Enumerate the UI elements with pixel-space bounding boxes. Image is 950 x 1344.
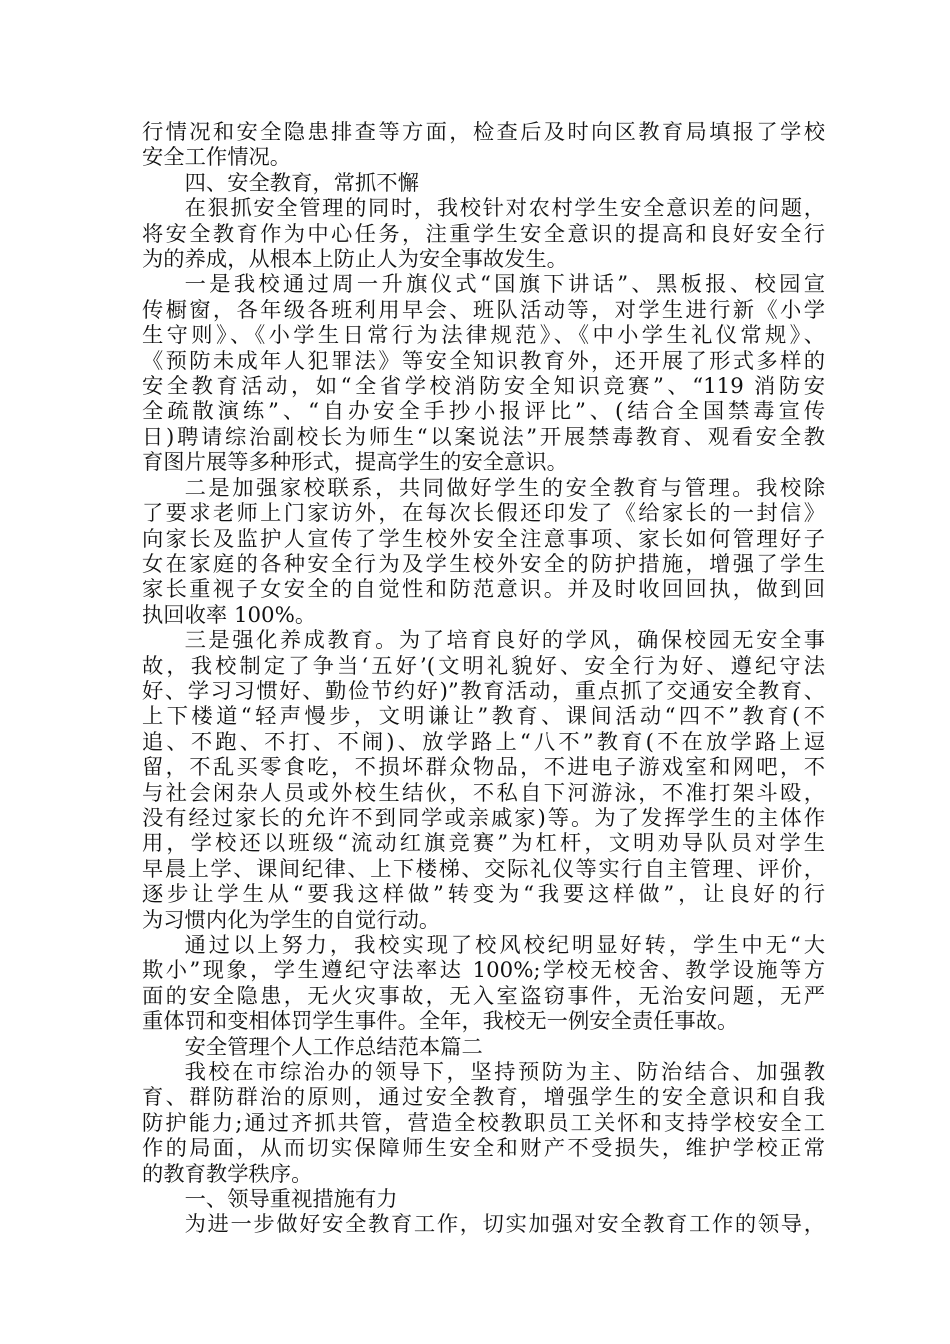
- text-line: 故，我校制定了争当‘五好’(文明礼貌好、安全行为好、遵纪守法: [142, 653, 825, 679]
- text-line: 在狠抓安全管理的同时，我校针对农村学生安全意识差的问题，: [184, 196, 825, 222]
- text-line: 安全管理个人工作总结范本篇二: [184, 1034, 483, 1060]
- text-line: 面的安全隐患，无火灾事故，无入室盗窃事件，无治安问题，无严: [142, 983, 825, 1009]
- document-body: [142, 120, 825, 1238]
- text-line: 执回收率 100%。: [142, 602, 317, 628]
- text-line: 通过以上努力，我校实现了校风校纪明显好转，学生中无“大: [184, 933, 825, 958]
- paragraph: [142, 1060, 825, 1187]
- text-line: 为习惯内化为学生的自觉行动。: [142, 907, 441, 933]
- text-line: 为进一步做好安全教育工作，切实加强对安全教育工作的领导，: [184, 1212, 825, 1238]
- text-line: 三是强化养成教育。为了培育良好的学风，确保校园无安全事: [184, 628, 825, 654]
- text-line: 将安全教育作为中心任务，注重学生安全意识的提高和良好安全行: [142, 221, 825, 247]
- text-line: 安全教育活动，如“全省学校消防安全知识竞赛”、“119 消防安: [142, 374, 825, 400]
- text-line: 防护能力;通过齐抓共管，营造全校教职员工关怀和支持学校安全工: [142, 1110, 825, 1136]
- text-line: 作的局面，从而切实保障师生安全和财产不受损失，维护学校正常: [142, 1136, 825, 1162]
- text-line: 行情况和安全隐患排查等方面，检查后及时向区教育局填报了学校: [142, 120, 825, 145]
- text-line: 上下楼道“轻声慢步，文明谦让”教育、课间活动“四不”教育(不: [142, 704, 825, 730]
- text-line: 与社会闲杂人员或外校生结伙，不私自下河游泳，不准打架斗殴，: [142, 780, 825, 806]
- paragraph: [142, 933, 825, 1035]
- text-line: 我校在市综治办的领导下，坚持预防为主、防治结合、加强教: [184, 1060, 825, 1086]
- text-line: 追、不跑、不打、不闹)、放学路上“八不”教育(不在放学路上逗: [142, 729, 825, 755]
- text-line: 向家长及监护人宣传了学生校外安全注意事项、家长如何管理好子: [142, 526, 825, 552]
- text-line: 一、领导重视措施有力: [184, 1187, 398, 1213]
- text-line: 家长重视子女安全的自觉性和防范意识。并及时收回回执，做到回: [142, 577, 825, 603]
- paragraph: [142, 476, 825, 628]
- text-line: 早晨上学、课间纪律、上下楼梯、交际礼仪等实行自主管理、评价，: [142, 856, 825, 882]
- text-line: 日)聘请综治副校长为师生“以案说法”开展禁毒教育、观看安全教: [142, 424, 825, 450]
- text-line: 《预防未成年人犯罪法》等安全知识教育外，还开展了形式多样的: [142, 348, 825, 374]
- paragraph: [142, 272, 825, 475]
- text-line: 育、群防群治的原则，通过安全教育，增强学生的安全意识和自我: [142, 1085, 825, 1111]
- text-line: 重体罚和变相体罚学生事件。全年，我校无一例安全责任事故。: [142, 1009, 739, 1035]
- text-line: 没有经过家长的允许不到同学或亲戚家)等。为了发挥学生的主体作: [142, 805, 825, 831]
- text-line: 逐步让学生从“要我这样做”转变为“我要这样做”，让良好的行: [142, 882, 825, 908]
- text-line: 一是我校通过周一升旗仪式“国旗下讲话”、黑板报、校园宣: [184, 272, 825, 298]
- text-line: 二是加强家校联系，共同做好学生的安全教育与管理。我校除: [184, 475, 825, 501]
- paragraph: [142, 171, 825, 196]
- paragraph: [142, 1212, 825, 1237]
- text-line: 女在家庭的各种安全行为及学生校外安全的防护措施，增强了学生: [142, 551, 825, 577]
- text-line: 的教育教学秩序。: [142, 1161, 313, 1187]
- text-line: 用，学校还以班级“流动红旗竞赛”为杠杆，文明劝导队员对学生: [142, 831, 825, 857]
- text-line: 为的养成，从根本上防止人为安全事故发生。: [142, 247, 568, 273]
- text-line: 传橱窗，各年级各班利用早会、班队活动等，对学生进行新《小学: [142, 297, 825, 323]
- text-line: 四、安全教育，常抓不懈: [184, 170, 419, 196]
- text-line: 安全工作情况。: [142, 145, 292, 171]
- paragraph: [142, 196, 825, 272]
- paragraph: [142, 628, 825, 933]
- text-line: 生守则》、《小学生日常行为法律规范》、《中小学生礼仪常规》、: [142, 323, 825, 349]
- text-line: 育图片展等多种形式，提高学生的安全意识。: [142, 450, 568, 476]
- paragraph: [142, 120, 825, 171]
- text-line: 留，不乱买零食吃，不损坏群众物品，不进电子游戏室和网吧，不: [142, 755, 825, 781]
- text-line: 全疏散演练”、“自办安全手抄小报评比”、(结合全国禁毒宣传: [142, 399, 825, 425]
- text-line: 好、学习习惯好、勤俭节约好)”教育活动，重点抓了交通安全教育、: [142, 678, 825, 704]
- paragraph: [142, 1187, 825, 1212]
- text-line: 了要求老师上门家访外，在每次长假还印发了《给家长的一封信》: [142, 501, 825, 527]
- paragraph: [142, 1035, 825, 1060]
- text-line: 欺小”现象，学生遵纪守法率达 100%;学校无校舍、教学设施等方: [142, 958, 825, 984]
